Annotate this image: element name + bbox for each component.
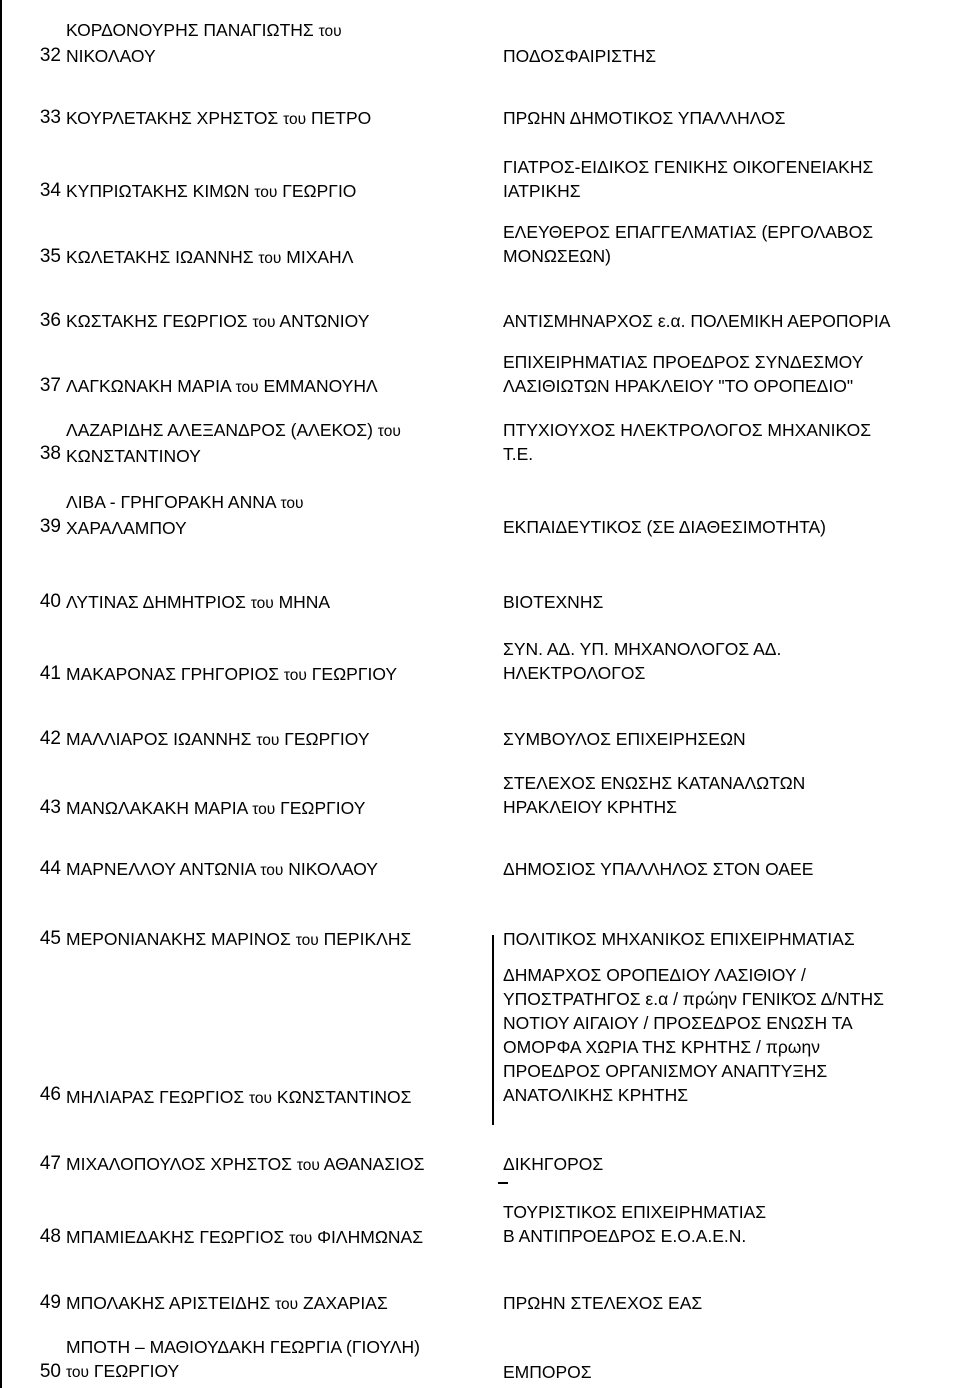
connector-word: του bbox=[260, 862, 284, 879]
candidate-name: ΜΠΟΤΗ – ΜΑΘΙΟΥΔΑΚΗ ΓΕΩΡΓΙΑ (ΓΙΟΥΛΗ) του ΓΕΩΡΓΙΟΥ bbox=[66, 1337, 420, 1381]
candidate-name: ΜΑΡΝΕΛΛΟΥ ΑΝΤΩΝΙΑ του ΝΙΚΟΛΑΟΥ bbox=[66, 859, 378, 879]
occupation: ΠΟΔΟΣΦΑΙΡΙΣΤΗΣ bbox=[503, 46, 657, 66]
row-number: 38 bbox=[39, 443, 61, 464]
occupation: ΤΟΥΡΙΣΤΙΚΟΣ ΕΠΙΧΕΙΡΗΜΑΤΙΑΣ Β ΑΝΤΙΠΡΟΕΔΡΟΣ Ε.Ο.Α.Ε.Ν. bbox=[503, 1202, 767, 1246]
connector-word: του bbox=[250, 595, 274, 612]
candidate-name: ΛΙΒΑ - ΓΡΗΓΟΡΑΚΗ ΑΝΝΑ του ΧΑΡΑΛΑΜΠΟΥ bbox=[66, 492, 304, 538]
candidate-name: ΜΑΚΑΡΟΝΑΣ ΓΡΗΓΟΡΙΟΣ του ΓΕΩΡΓΙΟΥ bbox=[66, 664, 398, 684]
occupation: ΠΡΩΗΝ ΣΤΕΛΕΧΟΣ ΕΑΣ bbox=[503, 1293, 703, 1313]
row-number: 41 bbox=[39, 663, 61, 684]
candidate-name: ΜΙΧΑΛΟΠΟΥΛΟΣ ΧΡΗΣΤΟΣ του ΑΘΑΝΑΣΙΟΣ bbox=[66, 1154, 425, 1174]
connector-word: του bbox=[256, 732, 280, 749]
connector-word: του bbox=[296, 1157, 320, 1174]
connector-word: του bbox=[280, 495, 304, 512]
candidate-name: ΛΑΓΚΩΝΑΚΗ ΜΑΡΙΑ του ΕΜΜΑΝΟΥΗΛ bbox=[66, 376, 378, 396]
connector-word: του bbox=[318, 23, 342, 40]
row-number: 35 bbox=[39, 246, 61, 267]
connector-word: του bbox=[283, 667, 307, 684]
left-border bbox=[0, 0, 2, 1388]
name-column-divider bbox=[492, 935, 494, 1125]
row-number: 39 bbox=[39, 516, 61, 537]
candidate-name: ΛΑΖΑΡΙΔΗΣ ΑΛΕΞΑΝΔΡΟΣ (ΑΛΕΚΟΣ) του ΚΩΝΣΤΑΝΤΙΝΟΥ bbox=[66, 420, 401, 466]
candidate-name: ΚΩΣΤΑΚΗΣ ΓΕΩΡΓΙΟΣ του ΑΝΤΩΝΙΟΥ bbox=[66, 311, 370, 331]
connector-word: του bbox=[252, 314, 276, 331]
connector-word: του bbox=[254, 184, 278, 201]
candidate-name: ΜΑΛΛΙΑΡΟΣ ΙΩΑΝΝΗΣ του ΓΕΩΡΓΙΟΥ bbox=[66, 729, 370, 749]
row-number: 45 bbox=[39, 928, 61, 949]
candidate-name: ΜΑΝΩΛΑΚΑΚΗ ΜΑΡΙΑ του ΓΕΩΡΓΙΟΥ bbox=[66, 798, 366, 818]
candidate-name: ΜΠΟΛΑΚΗΣ ΑΡΙΣΤΕΙΔΗΣ του ΖΑΧΑΡΙΑΣ bbox=[66, 1293, 388, 1313]
row-number: 32 bbox=[39, 45, 61, 66]
candidate-name: ΚΟΥΡΛΕΤΑΚΗΣ ΧΡΗΣΤΟΣ του ΠΕΤΡΟ bbox=[66, 108, 372, 128]
occupation: ΑΝΤΙΣΜΗΝΑΡΧΟΣ ε.α. ΠΟΛΕΜΙΚΗ ΑΕΡΟΠΟΡΙΑ bbox=[503, 311, 891, 331]
occupation: ΕΛΕΥΘΕΡΟΣ ΕΠΑΓΓΕΛΜΑΤΙΑΣ (ΕΡΓΟΛΑΒΟΣ ΜΟΝΩΣΕΩΝ) bbox=[503, 222, 874, 266]
row-number: 34 bbox=[39, 180, 61, 201]
occupation: ΕΜΠΟΡΟΣ bbox=[503, 1362, 592, 1382]
candidate-name: ΚΟΡΔΟΝΟΥΡΗΣ ΠΑΝΑΓΙΩΤΗΣ του ΝΙΚΟΛΑΟΥ bbox=[66, 20, 342, 66]
row-number: 44 bbox=[39, 858, 61, 879]
row-number: 33 bbox=[39, 107, 61, 128]
connector-word: του bbox=[275, 1296, 299, 1313]
connector-word: του bbox=[66, 1364, 90, 1381]
occupation: ΕΠΙΧΕΙΡΗΜΑΤΙΑΣ ΠΡΟΕΔΡΟΣ ΣΥΝΔΕΣΜΟΥ ΛΑΣΙΘΙΩΤΩΝ ΗΡΑΚΛΕΙΟΥ "ΤΟ ΟΡΟΠΕΔΙΟ" bbox=[503, 352, 864, 396]
candidate-name: ΜΠΑΜΙΕΔΑΚΗΣ ΓΕΩΡΓΙΟΣ του ΦΙΛΗΜΩΝΑΣ bbox=[66, 1227, 424, 1247]
candidate-name: ΜΕΡΟΝΙΑΝΑΚΗΣ ΜΑΡΙΝΟΣ του ΠΕΡΙΚΛΗΣ bbox=[66, 929, 412, 949]
connector-word: του bbox=[235, 379, 259, 396]
occupation: ΣΥΜΒΟΥΛΟΣ ΕΠΙΧΕΙΡΗΣΕΩΝ bbox=[503, 729, 746, 749]
row-number: 37 bbox=[39, 375, 61, 396]
occupation: ΣΤΕΛΕΧΟΣ ΕΝΩΣΗΣ ΚΑΤΑΝΑΛΩΤΩΝ ΗΡΑΚΛΕΙΟΥ ΚΡΗΤΗΣ bbox=[503, 773, 806, 817]
occupation: ΕΚΠΑΙΔΕΥΤΙΚΟΣ (ΣΕ ΔΙΑΘΕΣΙΜΟΤΗΤΑ) bbox=[503, 517, 826, 537]
occupation: ΠΟΛΙΤΙΚΟΣ ΜΗΧΑΝΙΚΟΣ ΕΠΙΧΕΙΡΗΜΑΤΙΑΣ bbox=[503, 929, 855, 949]
occupation: ΣΥΝ. ΑΔ. ΥΠ. ΜΗΧΑΝΟΛΟΓΟΣ ΑΔ. ΗΛΕΚΤΡΟΛΟΓΟΣ bbox=[503, 639, 782, 683]
occupation: ΔΗΜΑΡΧΟΣ ΟΡΟΠΕΔΙΟΥ ΛΑΣΙΘΙΟΥ / ΥΠΟΣΤΡΑΤΗΓΟΣ ε.α / πρώην ΓΕΝΙΚΌΣ Δ/ΝΤΗΣ ΝΟΤΙΟΥ ΑΙΓΑΙΟΥ / ΠΡΟΣΕΔΡΟΣ ΕΝΩΣΗ ΤΑ ΟΜΟΡΦΑ ΧΩΡΙΑ ΤΗΣ ΚΡΗΤΗΣ / πρωην ΠΡΟΕΔΡΟΣ ΟΡΓΑΝΙΣΜΟΥ ΑΝΑΠΤΥΞΗΣ ΑΝΑΤΟΛΙΚΗΣ ΚΡΗΤΗΣ bbox=[503, 965, 884, 1105]
candidate-name: ΛΥΤΙΝΑΣ ΔΗΜΗΤΡΙΟΣ του ΜΗΝΑ bbox=[66, 592, 331, 612]
occupation: ΓΙΑΤΡΟΣ-ΕΙΔΙΚΟΣ ΓΕΝΙΚΗΣ ΟΙΚΟΓΕΝΕΙΑΚΗΣ ΙΑΤΡΙΚΗΣ bbox=[503, 157, 874, 201]
candidate-name: ΜΗΛΙΑΡΑΣ ΓΕΩΡΓΙΟΣ του ΚΩΝΣΤΑΝΤΙΝΟΣ bbox=[66, 1087, 412, 1107]
occupation: ΒΙΟΤΕΧΝΗΣ bbox=[503, 592, 604, 612]
occupation: ΔΗΜΟΣΙΟΣ ΥΠΑΛΛΗΛΟΣ ΣΤΟΝ ΟΑΕΕ bbox=[503, 859, 814, 879]
row-number: 49 bbox=[39, 1292, 61, 1313]
occupation: ΠΤΥΧΙΟΥΧΟΣ ΗΛΕΚΤΡΟΛΟΓΟΣ ΜΗΧΑΝΙΚΟΣ Τ.Ε. bbox=[503, 420, 872, 464]
candidate-name: ΚΩΛΕΤΑΚΗΣ ΙΩΑΝΝΗΣ του ΜΙΧΑΗΛ bbox=[66, 247, 354, 267]
row-number: 47 bbox=[39, 1153, 61, 1174]
row-number: 43 bbox=[39, 797, 61, 818]
connector-word: του bbox=[258, 250, 282, 267]
connector-word: του bbox=[283, 111, 307, 128]
occupation: ΔΙΚΗΓΟΡΟΣ bbox=[503, 1154, 604, 1174]
connector-word: του bbox=[377, 423, 401, 440]
row-number: 42 bbox=[39, 728, 61, 749]
row-number: 36 bbox=[39, 310, 61, 331]
candidate-name: ΚΥΠΡΙΩΤΑΚΗΣ ΚΙΜΩΝ του ΓΕΩΡΓΙΟ bbox=[66, 181, 357, 201]
row-number: 48 bbox=[39, 1226, 61, 1247]
connector-word: του bbox=[289, 1230, 313, 1247]
row-number: 50 bbox=[39, 1361, 61, 1382]
connector-word: του bbox=[249, 1090, 273, 1107]
connector-word: του bbox=[295, 932, 319, 949]
row-number: 46 bbox=[39, 1084, 61, 1105]
occupation: ΠΡΩΗΝ ΔΗΜΟΤΙΚΟΣ ΥΠΑΛΛΗΛΟΣ bbox=[503, 108, 786, 128]
row-number: 40 bbox=[39, 591, 61, 612]
row-divider bbox=[498, 1182, 508, 1184]
connector-word: του bbox=[252, 801, 276, 818]
